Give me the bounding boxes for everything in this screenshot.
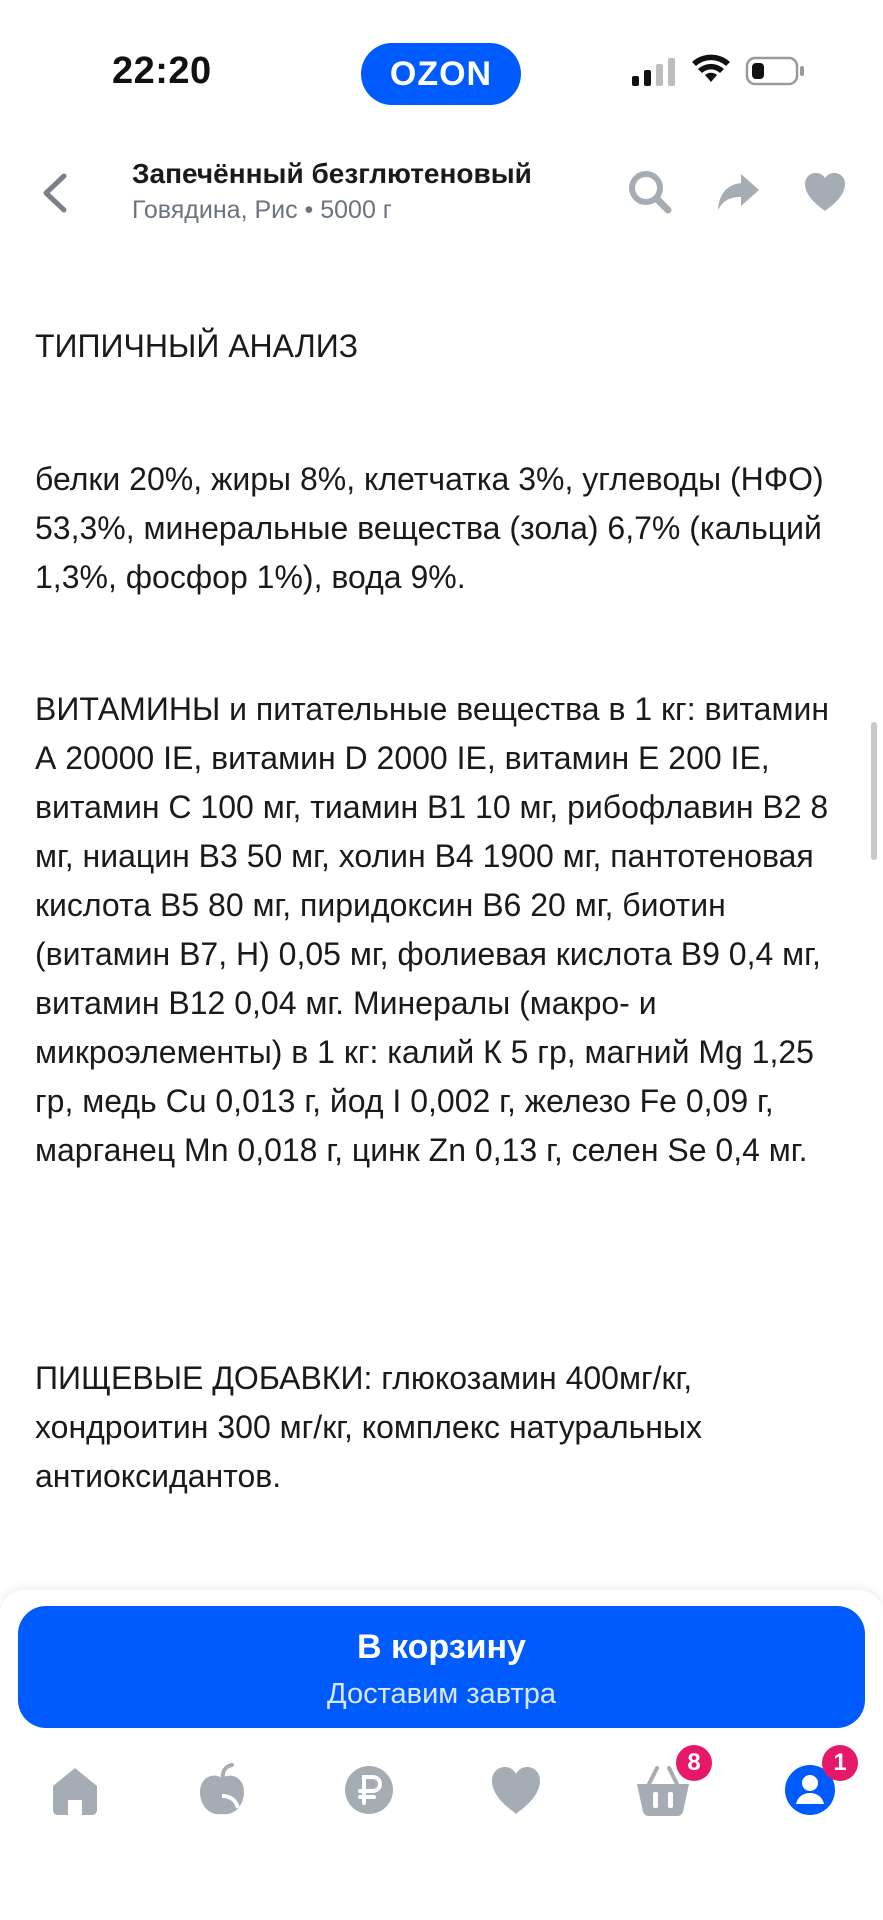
share-icon[interactable] xyxy=(715,168,763,216)
analysis-text: белки 20%, жиры 8%, клетчатка 3%, углеводы (НФО) 53,3%, минеральные вещества (зола) 6,7% (кальций 1,3%, фосфор 1%), вода 9%. xyxy=(35,461,824,595)
scrollbar[interactable] xyxy=(871,722,877,860)
section-heading-analysis: ТИПИЧНЫЙ АНАЛИЗ xyxy=(35,328,359,364)
cart-count-badge: 8 xyxy=(676,1745,712,1781)
battery-icon xyxy=(745,55,805,87)
bottom-nav xyxy=(0,1760,883,1840)
favorite-heart-icon[interactable] xyxy=(801,168,849,216)
ozon-logo[interactable]: OZON xyxy=(361,43,521,105)
status-bar xyxy=(0,0,883,150)
signal-icon xyxy=(632,58,678,86)
add-to-cart-label: В корзину xyxy=(357,1628,526,1666)
back-arrow-icon[interactable] xyxy=(36,170,76,216)
home-icon[interactable] xyxy=(45,1760,105,1820)
additives-text: ПИЩЕВЫЕ ДОБАВКИ: глюкозамин 400мг/кг, хондроитин 300 мг/кг, комплекс натуральных антиоксидантов. xyxy=(35,1360,702,1494)
add-to-cart-button[interactable] xyxy=(18,1606,865,1728)
fresh-icon[interactable] xyxy=(192,1760,252,1820)
product-subtitle: Говядина, Рис • 5000 г xyxy=(132,196,392,224)
search-icon[interactable] xyxy=(626,168,674,216)
vitamins-text: ВИТАМИНЫ и питательные вещества в 1 кг: витамин А 20000 IE, витамин D 2000 IE, витамин E 200 IE, витамин C 100 мг, тиамин B1 10 мг, рибофлавин B2 8 мг, ниацин B3 50 мг, холин B4 1900 мг, пантотеновая кислота B5 80 мг, пиридоксин B6 20 мг, биотин (витамин B7, H) 0,05 мг, фолиевая кислота B9 0,4 мг, витамин B12 0,04 мг. Минералы (макро- и микроэлементы) в 1 кг: калий К 5 гр, магний Mg 1,25 гр, медь Cu 0,013 г, йод I 0,002 г, железо Fe 0,09 г, марганец Mn 0,018 г, цинк Zn 0,13 г, селен Se 0,4 мг. xyxy=(35,691,829,1168)
delivery-label: Доставим завтра xyxy=(326,1678,556,1710)
ruble-icon[interactable] xyxy=(339,1760,399,1820)
heart-icon[interactable] xyxy=(486,1760,546,1820)
profile-notification-badge: 1 xyxy=(822,1745,858,1781)
product-title: Запечённый безглютеновый xyxy=(132,158,532,189)
wifi-icon xyxy=(690,52,732,86)
clock: 22:20 xyxy=(112,50,212,92)
